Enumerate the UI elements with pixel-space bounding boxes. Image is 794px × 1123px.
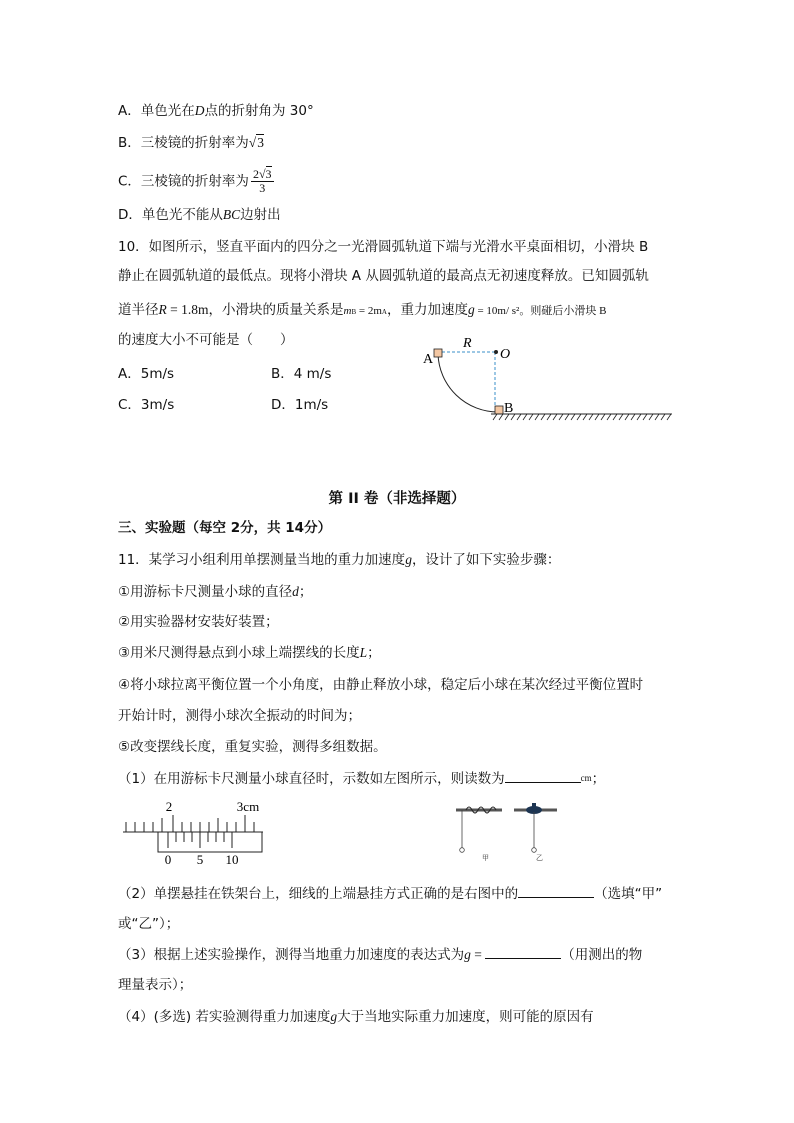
label-a: A bbox=[423, 352, 434, 367]
q11-sub-1-b: ； bbox=[591, 771, 606, 787]
ground-hatching bbox=[493, 414, 671, 420]
q9-option-d bbox=[118, 205, 281, 225]
label-r: R bbox=[463, 336, 472, 351]
q11-sub-1 bbox=[118, 768, 605, 789]
q11-sub-3-eq: = bbox=[470, 947, 486, 962]
q11-sub-3-answer-blank[interactable] bbox=[485, 944, 561, 959]
q9-option-a-point: D bbox=[194, 103, 205, 118]
q11-intro-a: 11．某学习小组利用单摆测量当地的重力加速度 bbox=[118, 552, 406, 568]
q9-option-b-sqrt: √3 bbox=[248, 135, 264, 150]
label-b: B bbox=[504, 401, 514, 416]
q11-sub-3-line-1 bbox=[118, 944, 642, 965]
q11-step-1 bbox=[118, 582, 312, 602]
q11-sub-4-g: g bbox=[330, 1009, 338, 1024]
yi-bob bbox=[532, 848, 537, 853]
q11-intro-g: g bbox=[405, 552, 412, 567]
q10-line-3-b: = 1.8m，小滑块的质量关系是 bbox=[166, 302, 344, 317]
section-3-heading: 三、实验题（每空 2分，共 14分） bbox=[118, 520, 332, 536]
q11-sub-1-answer-blank[interactable] bbox=[505, 768, 581, 783]
q9-option-d-suffix: 边射出 bbox=[240, 207, 281, 223]
q11-step-3 bbox=[118, 643, 381, 663]
vernier-label-10: 10 bbox=[225, 852, 239, 867]
q11-step-1-d: d bbox=[292, 584, 299, 599]
q9-option-b-text: B．三棱镜的折射率为 bbox=[118, 135, 249, 151]
q11-step-1-a: ①用游标卡尺测量小球的直径 bbox=[118, 584, 293, 600]
main-scale-ticks bbox=[126, 815, 254, 832]
q9-option-b-radicand: 3 bbox=[257, 135, 264, 150]
q9-option-d-prefix: D．单色光不能从 bbox=[118, 207, 223, 223]
q9-option-a-suffix: 点的折射角为 30° bbox=[204, 103, 314, 119]
q11-sub-2-line-2: 或“乙”）； bbox=[118, 916, 180, 932]
q9-option-a-prefix: A．单色光在 bbox=[118, 103, 195, 119]
q11-sub-4 bbox=[118, 1007, 594, 1027]
main-label-3cm: 3cm bbox=[236, 799, 260, 814]
q10-g-symbol: g bbox=[467, 302, 475, 317]
q11-sub-1-a: （1）在用游标卡尺测量小球直径时，示数如左图所示，则读数为 bbox=[118, 771, 505, 787]
q11-step-4-line-2: 开始计时，测得小球次全振动的时间为； bbox=[118, 708, 361, 724]
q11-step-4-line-1: ④将小球拉离平衡位置一个小角度，由静止释放小球，稳定后小球在某次经过平衡位置时 bbox=[118, 677, 644, 693]
arc-track bbox=[438, 354, 498, 412]
q9-option-c-den: 3 bbox=[259, 181, 266, 195]
q11-sub-4-a: （4）(多选) 若实验测得重力加速度 bbox=[118, 1009, 331, 1025]
q10-option-d: D．1m/s bbox=[271, 397, 329, 413]
q10-line-4: 的速度大小不可能是（ ） bbox=[118, 332, 294, 348]
q11-step-3-a: ③用米尺测得悬点到小球上端摆线的长度 bbox=[118, 645, 360, 661]
q9-option-c-num-coef: 2 bbox=[252, 167, 259, 181]
q11-sub-1-unit: cm bbox=[580, 773, 592, 783]
vernier-label-0: 0 bbox=[164, 852, 172, 867]
q11-sub-3-b: （用测出的物 bbox=[561, 947, 643, 963]
q11-step-3-l: L bbox=[359, 645, 368, 660]
q11-sub-2-b: （选填“甲” bbox=[594, 886, 663, 902]
vernier-label-5: 5 bbox=[196, 852, 204, 867]
main-label-2: 2 bbox=[165, 799, 173, 814]
q11-sub-4-b: 大于当地实际重力加速度，则可能的原因有 bbox=[337, 1009, 594, 1025]
q10-line-3-c: ，重力加速度 bbox=[386, 302, 468, 318]
q10-radius-symbol: R bbox=[158, 302, 167, 317]
yi-label: 乙 bbox=[536, 854, 543, 862]
vernier-caliper-figure bbox=[118, 798, 268, 868]
q10-option-b: B．4 m/s bbox=[271, 366, 332, 382]
q10-line-3-a: 道半径 bbox=[118, 302, 159, 318]
q9-option-c bbox=[118, 168, 274, 195]
q11-sub-2-line-1 bbox=[118, 883, 662, 904]
center-point bbox=[494, 350, 498, 354]
yi-clamp-screw bbox=[532, 803, 536, 807]
q10-line-1: 10．如图所示，竖直平面内的四分之一光滑圆弧轨道下端与光滑水平桌面相切，小滑块 B bbox=[118, 239, 649, 255]
q10-line-3: 道半径R = 1.8m，小滑块的质量关系是mB = 2mA，重力加速度g = 10m/ s²。则碰后小滑块 B bbox=[118, 302, 607, 318]
q11-intro bbox=[118, 550, 560, 570]
q10-line-2: 静止在圆弧轨道的最低点。现将小滑块 A 从圆弧轨道的最高点无初速度释放。已知圆弧轨 bbox=[118, 268, 649, 284]
pendulum-suspension-figure bbox=[452, 800, 562, 865]
jia-bob bbox=[460, 848, 465, 853]
q11-step-1-b: ； bbox=[298, 584, 313, 600]
block-b bbox=[495, 406, 503, 414]
vernier-ticks bbox=[168, 832, 232, 848]
q10-mass-symbol: m bbox=[343, 305, 352, 317]
q10-arc-track-figure bbox=[415, 334, 680, 429]
q9-option-c-num-radicand: 3 bbox=[265, 167, 272, 181]
q11-step-2: ②用实验器材安装好装置； bbox=[118, 614, 279, 630]
q11-step-5: ⑤改变摆线长度，重复实验，测得多组数据。 bbox=[118, 739, 387, 755]
vernier-scale-box bbox=[158, 832, 262, 852]
label-o: O bbox=[500, 347, 511, 362]
q9-option-b bbox=[118, 133, 264, 153]
q9-option-a bbox=[118, 101, 314, 121]
q9-option-c-fraction: $\frac{2√3}{3}$ bbox=[252, 167, 272, 195]
q11-sub-3-a: （3）根据上述实验操作，测得当地重力加速度的表达式为 bbox=[118, 947, 465, 963]
q11-sub-3-g: g bbox=[464, 947, 471, 962]
q11-step-3-b: ； bbox=[367, 645, 381, 661]
q11-sub-3-line-2: 理量表示）； bbox=[118, 977, 193, 993]
q9-option-d-edge: BC bbox=[222, 207, 241, 222]
q9-option-c-text: C．三棱镜的折射率为 bbox=[118, 173, 249, 190]
q11-sub-2-a: （2）单摆悬挂在铁架台上，细线的上端悬挂方式正确的是右图中的 bbox=[118, 886, 519, 902]
section-2-title: 第 II 卷（非选择题） bbox=[328, 491, 466, 507]
q10-option-c: C．3m/s bbox=[118, 397, 175, 413]
q10-option-a: A．5m/s bbox=[118, 366, 175, 382]
q11-sub-2-answer-blank[interactable] bbox=[518, 883, 594, 898]
jia-label: 甲 bbox=[482, 854, 489, 862]
q11-intro-b: ，设计了如下实验步骤： bbox=[411, 552, 561, 568]
q10-mass-eq: = 2m bbox=[356, 305, 382, 317]
q10-line-3-d: = 10m/ s²。则碰后小滑块 B bbox=[474, 305, 607, 317]
block-a bbox=[434, 349, 442, 357]
